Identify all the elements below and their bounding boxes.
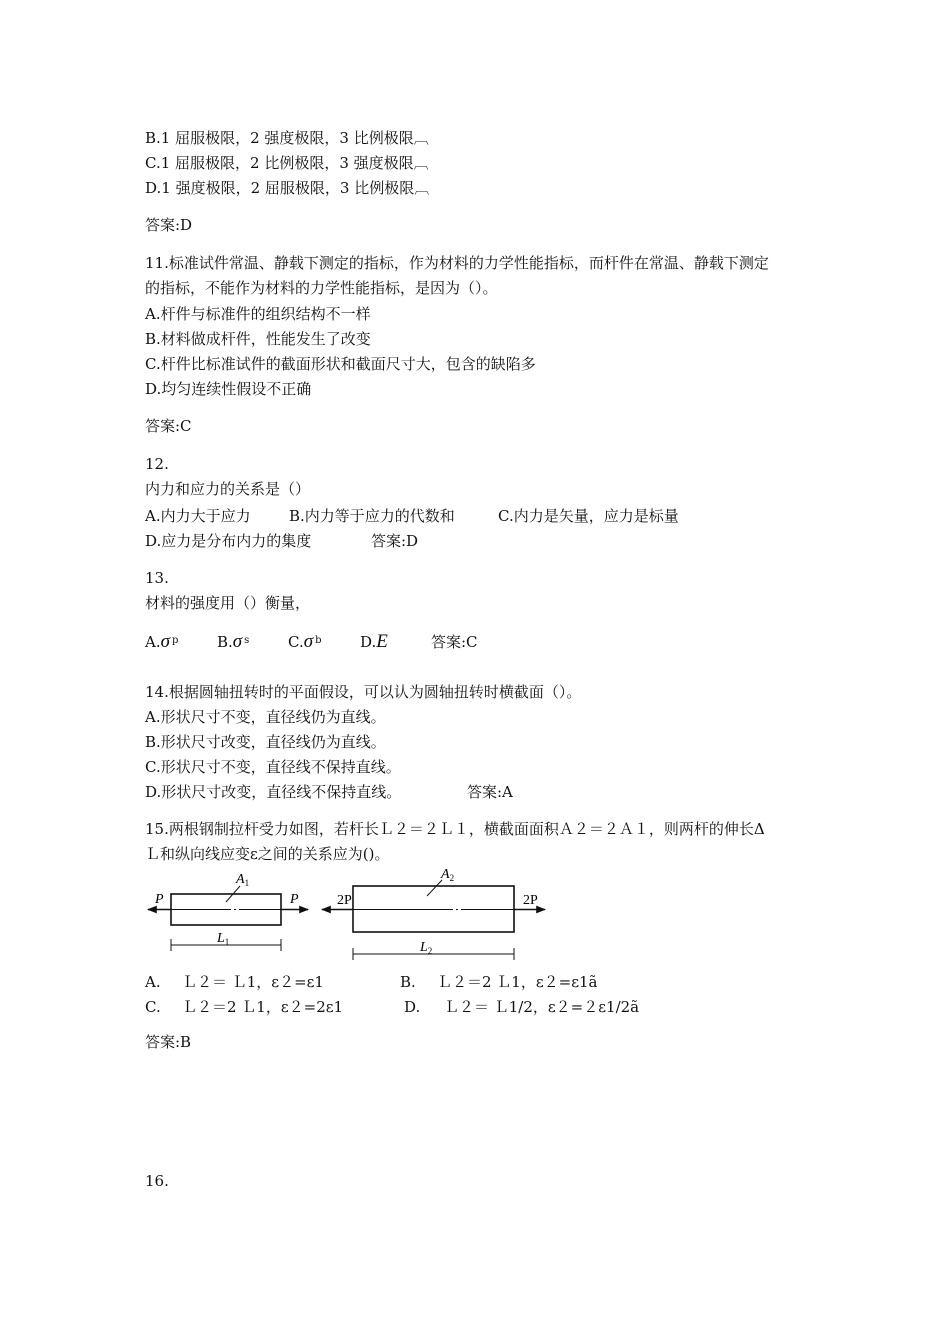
bar1-force-right: P bbox=[290, 892, 299, 907]
bar2-area-label: $A_2$ bbox=[441, 867, 455, 883]
q15-stem-line1: 15.两根钢制拉杆受力如图，若杆长Ｌ２＝２Ｌ１，横截面面积Ａ２＝２Ａ１，则两杆的伸长Δ bbox=[145, 820, 765, 838]
q14-stem: 14.根据圆轴扭转时的平面假设，可以认为圆轴扭转时横截面（）。 bbox=[145, 683, 582, 701]
q15-option-a: Ｌ２＝ Ｌ1，ε２=ε1 bbox=[182, 973, 324, 991]
q15-options-row1 bbox=[145, 972, 597, 992]
q13-option-b: B.σ $^s$ bbox=[217, 631, 250, 652]
q15-option-c: Ｌ２＝2 Ｌ1，ε２=2ε1 bbox=[182, 998, 344, 1016]
q10-option-b: B.1 屈服极限，2 强度极限，3 比例极限︹ bbox=[145, 129, 429, 147]
q13-stem: 材料的强度用（）衡量， bbox=[145, 594, 311, 612]
bar2-force-left: 2P bbox=[337, 893, 352, 908]
q14-options-row-d bbox=[145, 782, 513, 802]
q15-stem-line2: Ｌ和纵向线应变ε之间的关系应为()。 bbox=[145, 845, 390, 863]
q15-option-d: Ｌ２＝ Ｌ1/2，ε２=２ε1/2ã bbox=[444, 998, 640, 1016]
bar1-area-label: $A_1$ bbox=[236, 872, 250, 888]
q11-option-a: A.杆件与标准件的组织结构不一样 bbox=[145, 305, 371, 323]
trail-mark: ︹ bbox=[413, 129, 429, 147]
q10-option-c: C.1 屈服极限，2 比例极限，3 强度极限︹ bbox=[145, 154, 429, 172]
q12-option-b: B.内力等于应力的代数和 bbox=[289, 507, 455, 525]
tension-bars-figure bbox=[140, 866, 560, 966]
bar1-length-label: $L_1$ bbox=[217, 931, 230, 947]
sigma-symbol: σ bbox=[232, 631, 243, 652]
q15-option-b: Ｌ２＝2 Ｌ1，ε２=ε1ã bbox=[437, 973, 598, 991]
bar-2 bbox=[322, 867, 545, 960]
q13-option-d: D.E bbox=[360, 631, 388, 652]
modulus-symbol: E bbox=[376, 631, 388, 652]
q13-answer: 答案:C bbox=[431, 633, 478, 651]
q14-option-c: C.形状尺寸不变，直径线不保持直线。 bbox=[145, 758, 401, 776]
bar1-force-left: P bbox=[155, 892, 164, 907]
q12-option-d: D.应力是分布内力的集度 bbox=[145, 532, 312, 550]
q10-option-d: D.1 强度极限，2 屈服极限，3 比例极限︹ bbox=[145, 179, 430, 197]
bar2-length-label: $L_2$ bbox=[420, 940, 433, 956]
trail-mark: ︹ bbox=[413, 154, 429, 172]
q11-option-b: B.材料做成杆件，性能发生了改变 bbox=[145, 330, 371, 348]
q15-option-d-label: D. bbox=[404, 998, 421, 1016]
q15-option-b-label: B. bbox=[400, 973, 416, 991]
q11-stem-line2: 的指标，不能作为材料的力学性能指标，是因为（）。 bbox=[145, 279, 498, 297]
trail-mark: ︹ bbox=[414, 179, 430, 197]
q14-option-a: A.形状尺寸不变，直径线仍为直线。 bbox=[145, 708, 386, 726]
q12-options-row2 bbox=[145, 531, 418, 551]
sigma-symbol: σ bbox=[160, 631, 170, 652]
q10-answer: 答案:D bbox=[145, 216, 193, 234]
q13-number: 13. bbox=[145, 569, 169, 587]
bar2-force-right: 2P bbox=[523, 893, 538, 908]
q12-stem: 内力和应力的关系是（） bbox=[145, 480, 311, 498]
q12-answer: 答案:D bbox=[371, 532, 419, 550]
q13-options-row bbox=[145, 624, 478, 659]
q11-answer: 答案:C bbox=[145, 417, 192, 435]
q12-option-a: A.内力大于应力 bbox=[145, 507, 251, 525]
q15-option-c-label: C. bbox=[145, 998, 161, 1016]
q16-number: 16. bbox=[145, 1172, 169, 1190]
q15-option-a-label: A. bbox=[145, 973, 161, 991]
q11-option-c: C.杆件比标准试件的截面形状和截面尺寸大，包含的缺陷多 bbox=[145, 355, 536, 373]
q12-number: 12. bbox=[145, 455, 169, 473]
q15-answer: 答案:B bbox=[145, 1033, 192, 1051]
q14-answer: 答案:A bbox=[467, 783, 513, 801]
q15-options-row2 bbox=[145, 997, 639, 1017]
q12-options-row1 bbox=[145, 506, 679, 526]
q11-option-d: D.均匀连续性假设不正确 bbox=[145, 380, 312, 398]
q11-stem-line1: 11.标准试件常温、静载下测定的指标，作为材料的力学性能指标，而杆件在常温、静载下测定 bbox=[145, 254, 769, 272]
q14-option-b: B.形状尺寸改变，直径线仍为直线。 bbox=[145, 733, 386, 751]
q14-option-d: D.形状尺寸改变，直径线不保持直线。 bbox=[145, 783, 402, 801]
q13-option-c: C.σ $^b$ bbox=[288, 631, 322, 652]
q13-option-a: A.σ $^p$ bbox=[145, 631, 179, 652]
bar-1 bbox=[148, 872, 308, 951]
q12-option-c: C.内力是矢量，应力是标量 bbox=[498, 507, 679, 525]
sigma-symbol: σ bbox=[303, 631, 314, 652]
